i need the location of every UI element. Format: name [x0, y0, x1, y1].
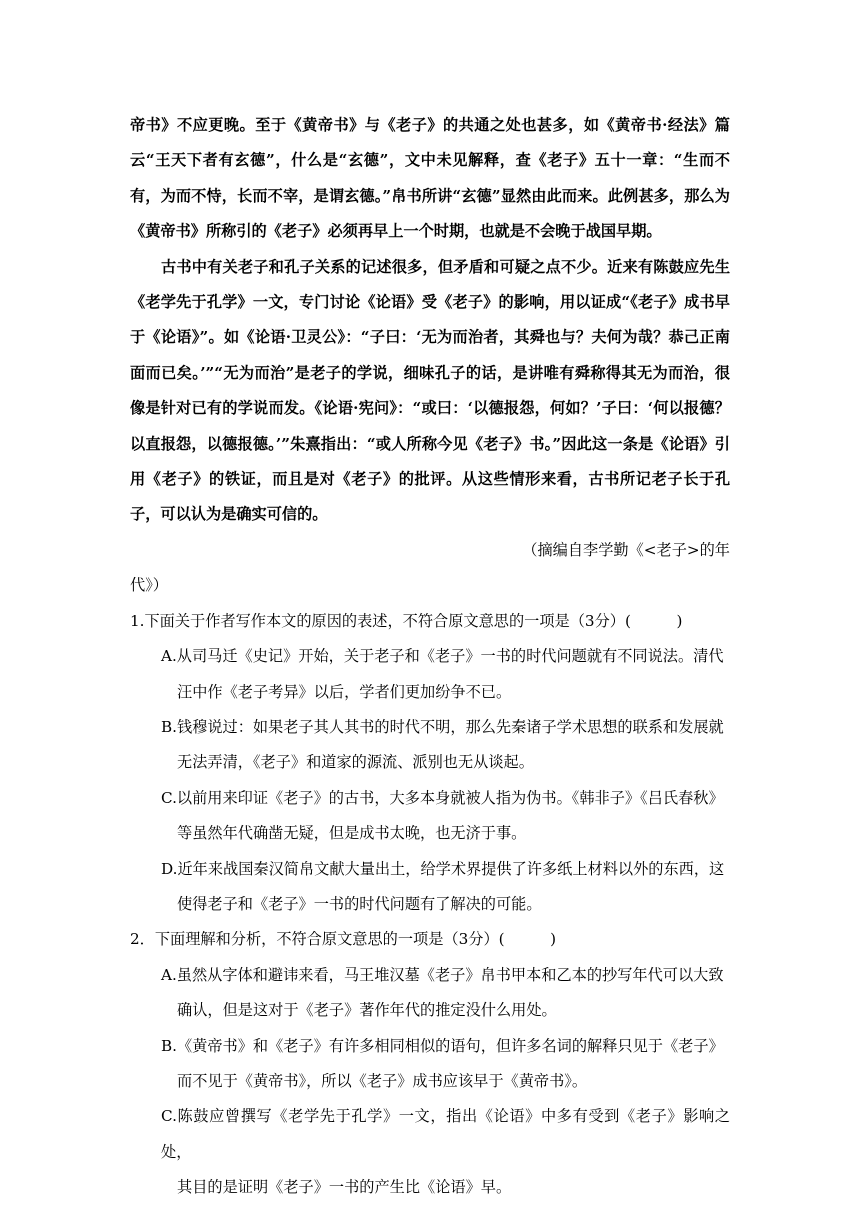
- document-page: [130, 108, 730, 1206]
- option-line: 汪中作《老子考异》以后，学者们更加纷争不已。: [177, 682, 512, 701]
- option-line: 使得老子和《老子》一书的时代问题有了解决的可能。: [177, 894, 542, 913]
- option-line: A.虽然从字体和避讳来看，马王堆汉墓《老子》帛书甲本和乙本的抄写年代可以大致: [161, 965, 724, 984]
- passage-source: （摘编自李学勤《<老子>的年: [522, 540, 730, 559]
- passage-paragraph-1: 帝书》不应更晚。至于《黄帝书》与《老子》的共通之处也甚多，如《黄帝书·经法》篇云“王天下者有玄德”，什么是“玄德”，文中未见解释，查《老子》五十一章：“生而不有，为而不恃，长而不宰，是谓玄德。”帛书所讲“玄德”显然由此而来。此例甚多，那么为《黄帝书》所称引的《老子》必须再早上一个时期，也就是不会晚于战国早期。: [130, 116, 730, 241]
- question-1-option-d: [130, 852, 730, 923]
- passage-source-tail: 代》）: [130, 576, 168, 595]
- option-line: C.陈鼓应曾撰写《老学先于孔学》一文，指出《论语》中多有受到《老子》影响之处，: [161, 1107, 730, 1161]
- question-1-option-b: [130, 710, 730, 781]
- question-2-stem: 2．下面理解和分析，不符合原文意思的一项是（3分）( ): [130, 930, 557, 949]
- option-line: 其目的是证明《老子》一书的产生比《论语》早。: [177, 1178, 512, 1197]
- option-line: A.从司马迁《史记》开始，关于老子和《老子》一书的时代问题就有不同说法。清代: [161, 647, 724, 666]
- question-1-option-a: [130, 639, 730, 710]
- option-line: 等虽然年代确凿无疑，但是成书太晚，也无济于事。: [177, 824, 527, 843]
- question-2-option-b: [130, 1029, 730, 1100]
- option-line: B.钱穆说过：如果老子其人其书的时代不明，那么先秦诸子学术思想的联系和发展就: [161, 717, 724, 736]
- option-line: C.以前用来印证《老子》的古书，大多本身就被人指为伪书。《韩非子》《吕氏春秋》: [161, 788, 724, 807]
- option-line: D.近年来战国秦汉简帛文献大量出土，给学术界提供了许多纸上材料以外的东西，这: [161, 859, 725, 878]
- option-line: B.《黄帝书》和《老子》有许多相同相似的语句，但许多名词的解释只见于《老子》: [161, 1036, 724, 1055]
- question-2-option-a: [130, 958, 730, 1029]
- option-line: 无法弄清，《老子》和道家的源流、派别也无从谈起。: [177, 753, 534, 772]
- question-2-option-c: [130, 1099, 730, 1205]
- option-line: 确认，但是这对于《老子》著作年代的推定没什么用处。: [177, 1001, 557, 1020]
- question-1-stem: 1.下面关于作者写作本文的原因的表述，不符合原文意思的一项是（3分）( ): [130, 611, 683, 630]
- option-line: 而不见于《黄帝书》，所以《老子》成书应该早于《黄帝书》。: [177, 1071, 588, 1090]
- question-1-option-c: [130, 781, 730, 852]
- passage-paragraph-2: 古书中有关老子和孔子关系的记述很多，但矛盾和可疑之点不少。近来有陈鼓应先生《老学先于孔学》一文，专门讨论《论语》受《老子》的影响，用以证成“《老子》成书早于《论语》”。如《论语·卫灵公》：“子曰：‘无为而治者，其舜也与？夫何为哉？恭己正南面而已矣。’”“无为而治”是老子的学说，细味孔子的话，是讲唯有舜称得其无为而治，很像是针对已有的学说而发。《论语·宪问》：“或曰：‘以德报怨，何如？’子曰：‘何以报德？以直报怨，以德报德。’”朱熹指出：“或人所称今见《老子》书。”因此这一条是《论语》引用《老子》的铁证，而且是对《老子》的批评。从这些情形来看，古书所记老子长于孔子，可以认为是确实可信的。: [130, 257, 730, 524]
